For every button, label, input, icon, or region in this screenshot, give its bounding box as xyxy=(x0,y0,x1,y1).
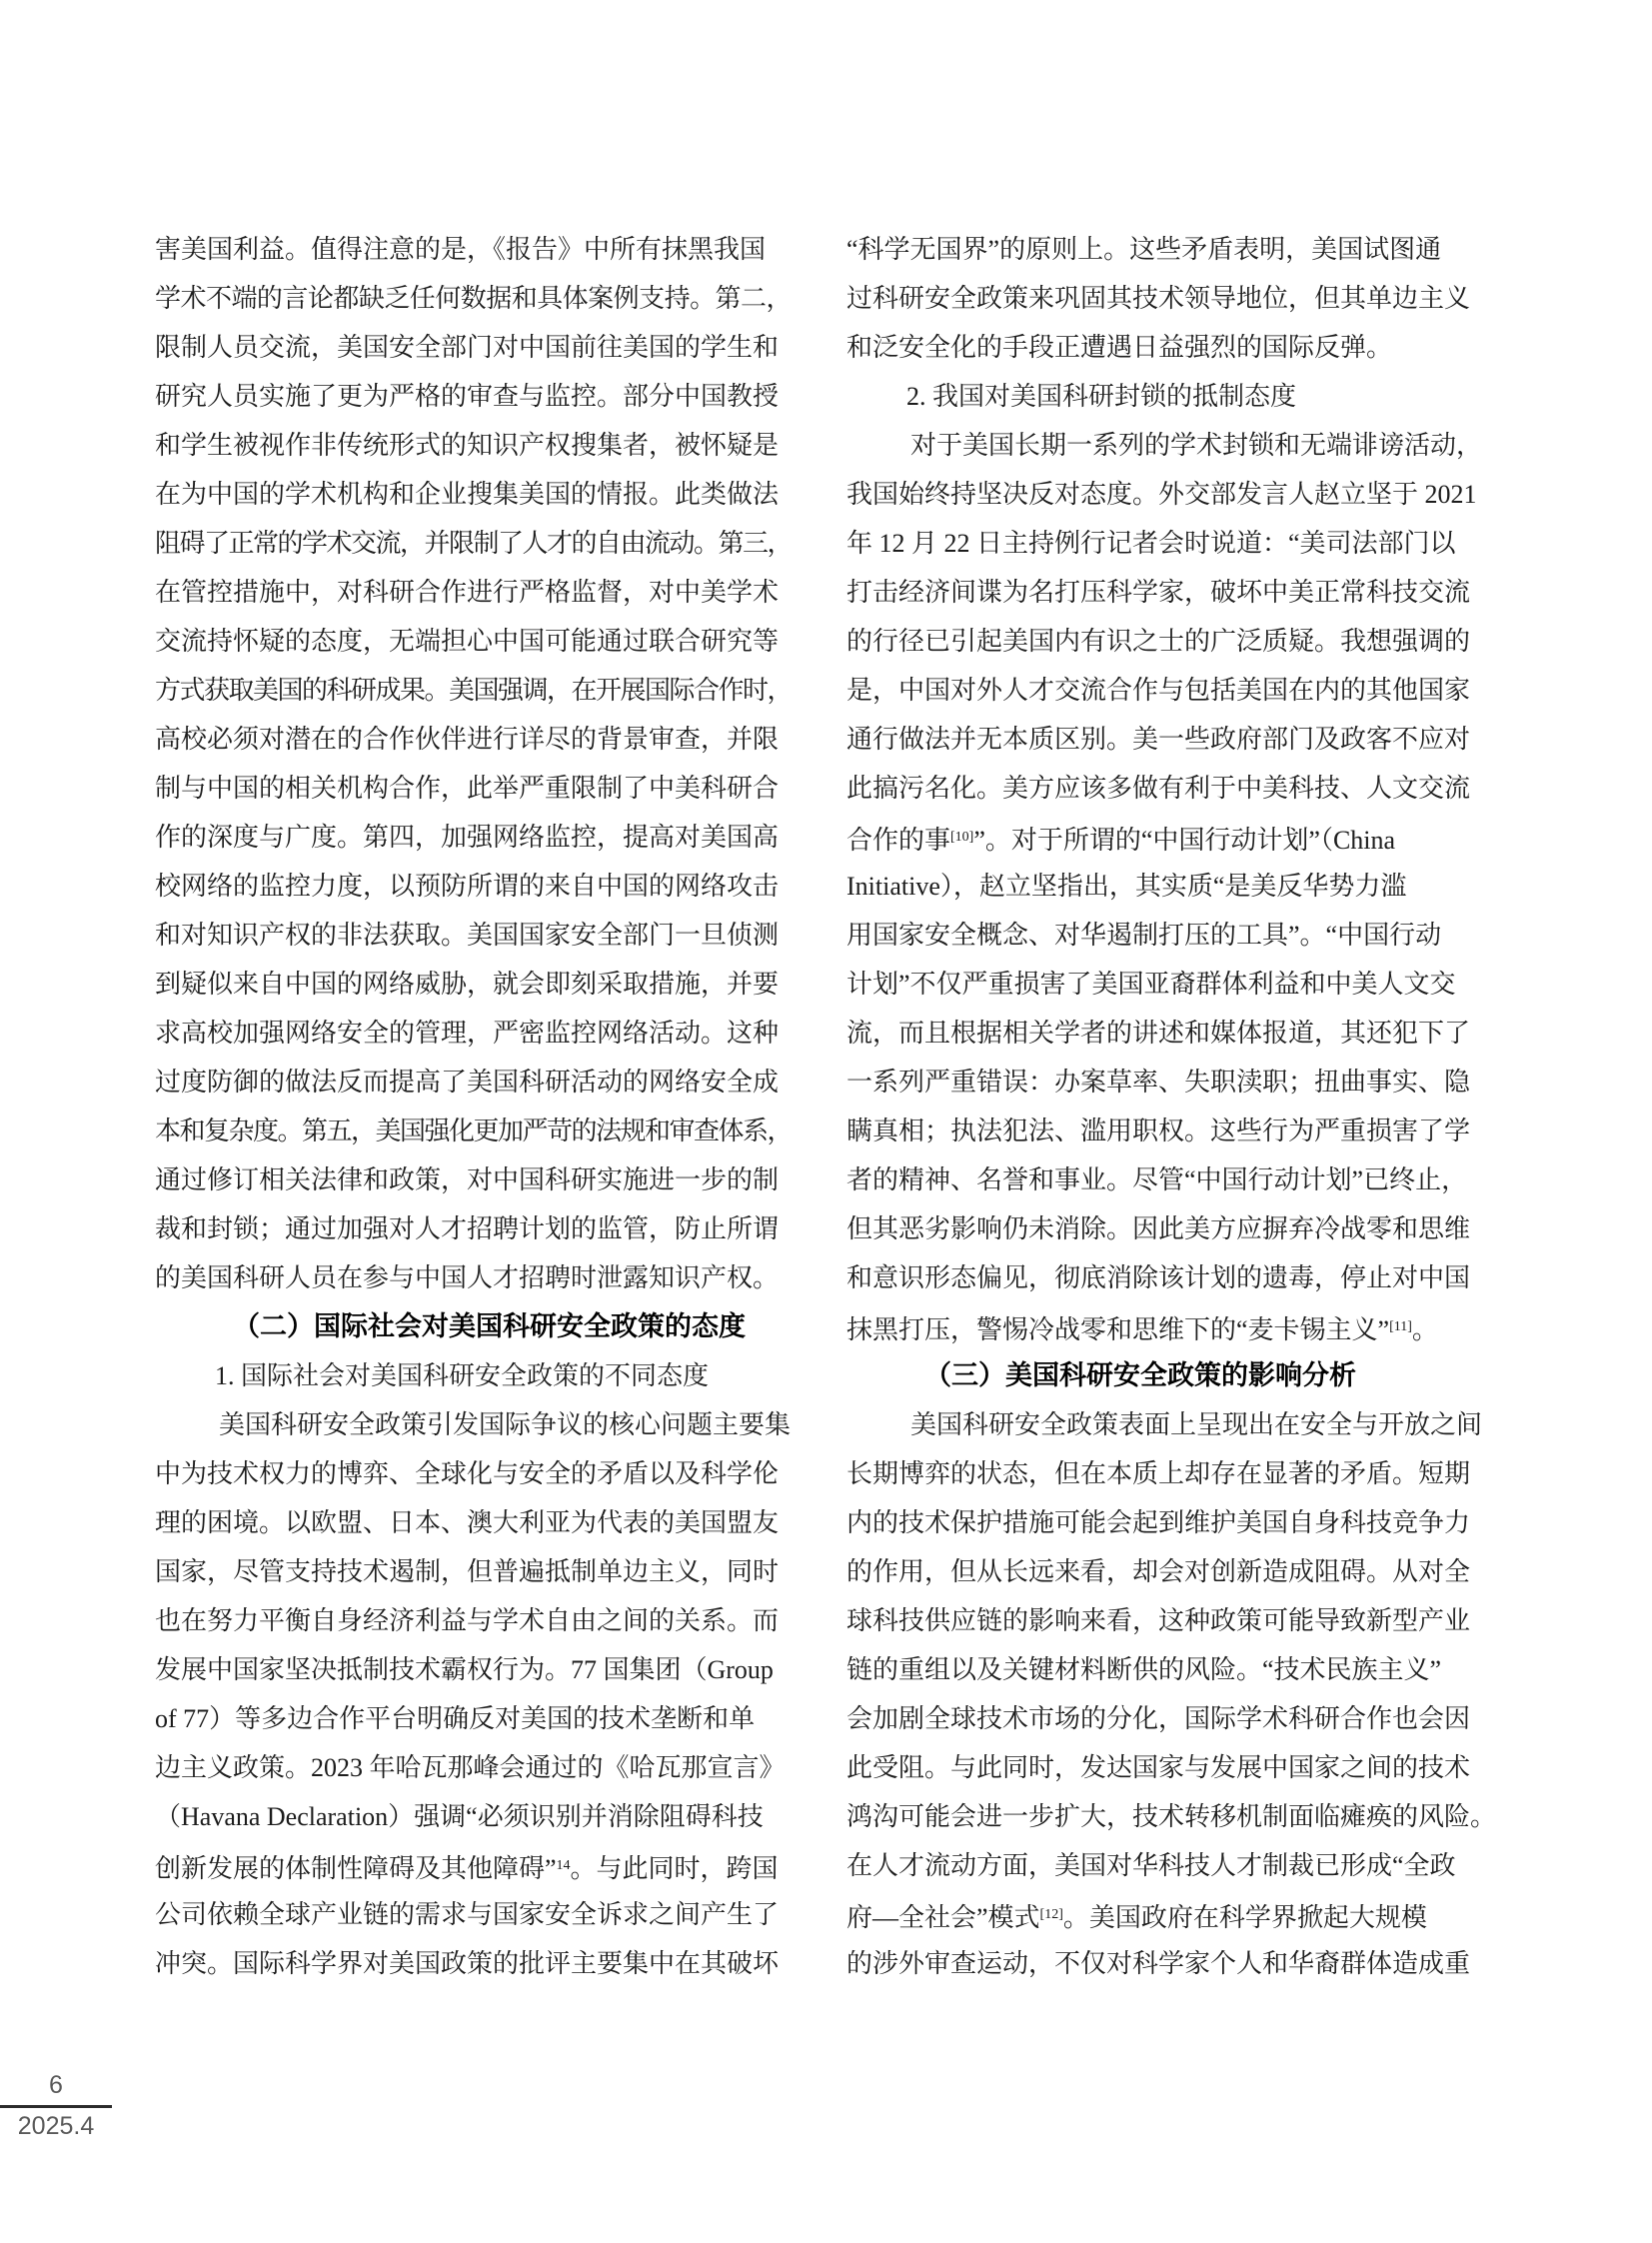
citation-superscript: 14 xyxy=(556,1858,571,1873)
text-line: 中为技术权力的博弈、全球化与安全的矛盾以及科学伦 xyxy=(155,1459,780,1488)
left-text-column xyxy=(155,225,792,1988)
text-line: 年 12 月 22 日主持例行记者会时说道：“美司法部门以 xyxy=(846,529,1456,558)
text-line: 作的深度与广度。第四，加强网络监控，提高对美国高 xyxy=(155,823,780,852)
text-line: 和对知识产权的非法获取。美国国家安全部门一旦侦测 xyxy=(155,921,780,950)
text-line: 流，而且根据相关学者的讲述和媒体报道，其还犯下了 xyxy=(846,1019,1471,1048)
text-line: 的美国科研人员在参与中国人才招聘时泄露知识产权。 xyxy=(155,1263,780,1292)
text-line: 边主义政策。2023 年哈瓦那峰会通过的《哈瓦那宣言》 xyxy=(155,1753,786,1782)
text-line: 此搞污名化。美方应该多做有利于中美科技、人文交流 xyxy=(846,774,1471,803)
text-line: 抹黑打压，警惕冷战零和思维下的“麦卡锡主义”[11]。 xyxy=(846,1315,1438,1344)
text-line: 交流持怀疑的态度，无端担心中国可能通过联合研究等 xyxy=(155,627,780,656)
text-line: 本和复杂度。第五，美国强化更加严苛的法规和审查体系， xyxy=(155,1117,793,1145)
text-line: 害美国利益。值得注意的是，《报告》中所有抹黑我国 xyxy=(155,235,767,264)
text-line: 通行做法并无本质区别。美一些政府部门及政客不应对 xyxy=(846,725,1471,754)
text-line: 方式获取美国的科研成果。美国强调，在开展国际合作时， xyxy=(155,676,793,705)
text-line: 但其恶劣影响仍未消除。因此美方应摒弃冷战零和思维 xyxy=(846,1214,1471,1243)
text-line: 和学生被视作非传统形式的知识产权搜集者，被怀疑是 xyxy=(155,431,780,460)
text-line: 美国科研安全政策表面上呈现出在安全与开放之间 xyxy=(910,1410,1483,1439)
text-line: 限制人员交流，美国安全部门对中国前往美国的学生和 xyxy=(155,333,780,362)
citation-superscript: [11] xyxy=(1389,1319,1412,1334)
text-line: 到疑似来自中国的网络威胁，就会即刻采取措施，并要 xyxy=(155,970,780,999)
text-line: 会加剧全球技术市场的分化，国际学术科研合作也会因 xyxy=(846,1704,1471,1733)
text-line: 在管控措施中，对科研合作进行严格监督，对中美学术 xyxy=(155,578,780,607)
text-line: 和意识形态偏见，彻底消除该计划的遗毒，停止对中国 xyxy=(846,1263,1471,1292)
text-line: 的涉外审查运动，不仅对科学家个人和华裔群体造成重 xyxy=(846,1949,1471,1978)
text-line: 球科技供应链的影响来看，这种政策可能导致新型产业 xyxy=(846,1606,1471,1635)
text-line: 发展中国家坚决抵制技术霸权行为。77 国集团（Group xyxy=(155,1655,774,1684)
text-line: Initiative），赵立坚指出，其实质“是美反华势力滥 xyxy=(846,872,1407,901)
citation-superscript: [12] xyxy=(1039,1907,1063,1922)
text-line: 对于美国长期一系列的学术封锁和无端诽谤活动， xyxy=(910,431,1483,460)
text-line: 和泛安全化的手段正遭遇日益强烈的国际反弹。 xyxy=(846,333,1393,362)
page-number: 6 xyxy=(49,2071,63,2099)
text-line: （Havana Declaration）强调“必须识别并消除阻碍科技 xyxy=(155,1802,764,1831)
text-line: 的行径已引起美国内有识之士的广泛质疑。我想强调的 xyxy=(846,627,1471,656)
text-line: 过科研安全政策来巩固其技术领导地位，但其单边主义 xyxy=(846,284,1471,313)
right-text-column xyxy=(846,225,1496,1988)
text-line: 者的精神、名誉和事业。尽管“中国行动计划”已终止， xyxy=(846,1165,1468,1194)
text-line: 我国始终持坚决反对态度。外交部发言人赵立坚于 2021 xyxy=(846,480,1477,509)
section-heading: （二）国际社会对美国科研安全政策的态度 xyxy=(233,1311,746,1341)
text-line: 内的技术保护措施可能会起到维护美国自身科技竞争力 xyxy=(846,1508,1471,1537)
text-line: 一系列严重错误：办案草率、失职渎职；扭曲事实、隐 xyxy=(846,1068,1471,1097)
text-line: 长期博弈的状态，但在本质上却存在显著的矛盾。短期 xyxy=(846,1459,1471,1488)
text-line: 研究人员实施了更为严格的审查与监控。部分中国教授 xyxy=(155,382,780,411)
text-line: 美国科研安全政策引发国际争议的核心问题主要集 xyxy=(219,1410,792,1439)
text-line: 也在努力平衡自身经济利益与学术自由之间的关系。而 xyxy=(155,1606,780,1635)
section-heading: （三）美国科研安全政策的影响分析 xyxy=(924,1360,1356,1390)
text-line: 国家，尽管支持技术遏制，但普遍抵制单边主义，同时 xyxy=(155,1557,780,1586)
text-line: 的作用，但从长远来看，却会对创新造成阻碍。从对全 xyxy=(846,1557,1471,1586)
citation-superscript: [10] xyxy=(950,830,974,845)
text-line: 创新发展的体制性障碍及其他障碍”$^{14}$。与此同时，跨国 xyxy=(155,1854,779,1883)
text-line: “科学无国界”的原则上。这些矛盾表明，美国试图通 xyxy=(846,235,1442,264)
text-line: 校网络的监控力度，以预防所谓的来自中国的网络攻击 xyxy=(155,872,780,901)
text-line: 计划”不仅严重损害了美国亚裔群体利益和中美人文交 xyxy=(846,970,1456,999)
text-line: 裁和封锁；通过加强对人才招聘计划的监管，防止所谓 xyxy=(155,1214,780,1243)
text-line: 用国家安全概念、对华遏制打压的工具”。“中国行动 xyxy=(846,921,1442,950)
text-line: 高校必须对潜在的合作伙伴进行详尽的背景审查，并限 xyxy=(155,725,780,754)
page-footer xyxy=(0,2065,112,2144)
subsection-heading: 1. 国际社会对美国科研安全政策的不同态度 xyxy=(215,1361,710,1390)
text-line: 此受阻。与此同时，发达国家与发展中国家之间的技术 xyxy=(846,1753,1471,1782)
text-line: 过度防御的做法反而提高了美国科研活动的网络安全成 xyxy=(155,1068,780,1097)
text-line: 学术不端的言论都缺乏任何数据和具体案例支持。第二， xyxy=(155,284,793,313)
text-line: 公司依赖全球产业链的需求与国家安全诉求之间产生了 xyxy=(155,1900,780,1929)
text-line: 府—全社会”模式[12]。美国政府在科学界掀起大规模 xyxy=(846,1903,1427,1932)
text-line: 是，中国对外人才交流合作与包括美国在内的其他国家 xyxy=(846,676,1471,705)
text-line: 鸿沟可能会进一步扩大，技术转移机制面临瘫痪的风险。 xyxy=(846,1802,1497,1831)
text-line: 理的困境。以欧盟、日本、澳大利亚为代表的美国盟友 xyxy=(155,1508,780,1537)
issue-label: 2025.4 xyxy=(17,2112,95,2140)
text-line: 制与中国的相关机构合作，此举严重限制了中美科研合 xyxy=(155,774,780,803)
text-line: 瞒真相；执法犯法、滥用职权。这些行为严重损害了学 xyxy=(846,1117,1471,1145)
text-line: 求高校加强网络安全的管理，严密监控网络活动。这种 xyxy=(155,1019,780,1048)
text-line: 阻碍了正常的学术交流，并限制了人才的自由流动。第三， xyxy=(155,529,793,558)
text-line: 在为中国的学术机构和企业搜集美国的情报。此类做法 xyxy=(155,480,780,509)
text-line: 冲突。国际科学界对美国政策的批评主要集中在其破坏 xyxy=(155,1949,780,1978)
text-line: 合作的事[10]”。对于所谓的“中国行动计划”（China xyxy=(846,826,1396,855)
text-line: of 77）等多边合作平台明确反对美国的技术垄断和单 xyxy=(155,1704,756,1733)
text-line: 通过修订相关法律和政策，对中国科研实施进一步的制 xyxy=(155,1165,780,1194)
text-line: 打击经济间谍为名打压科学家，破坏中美正常科技交流 xyxy=(846,578,1471,607)
text-line: 链的重组以及关键材料断供的风险。“技术民族主义” xyxy=(846,1655,1442,1684)
subsection-heading: 2. 我国对美国科研封锁的抵制态度 xyxy=(906,382,1297,411)
text-line: 在人才流动方面，美国对华科技人才制裁已形成“全政 xyxy=(846,1851,1456,1880)
